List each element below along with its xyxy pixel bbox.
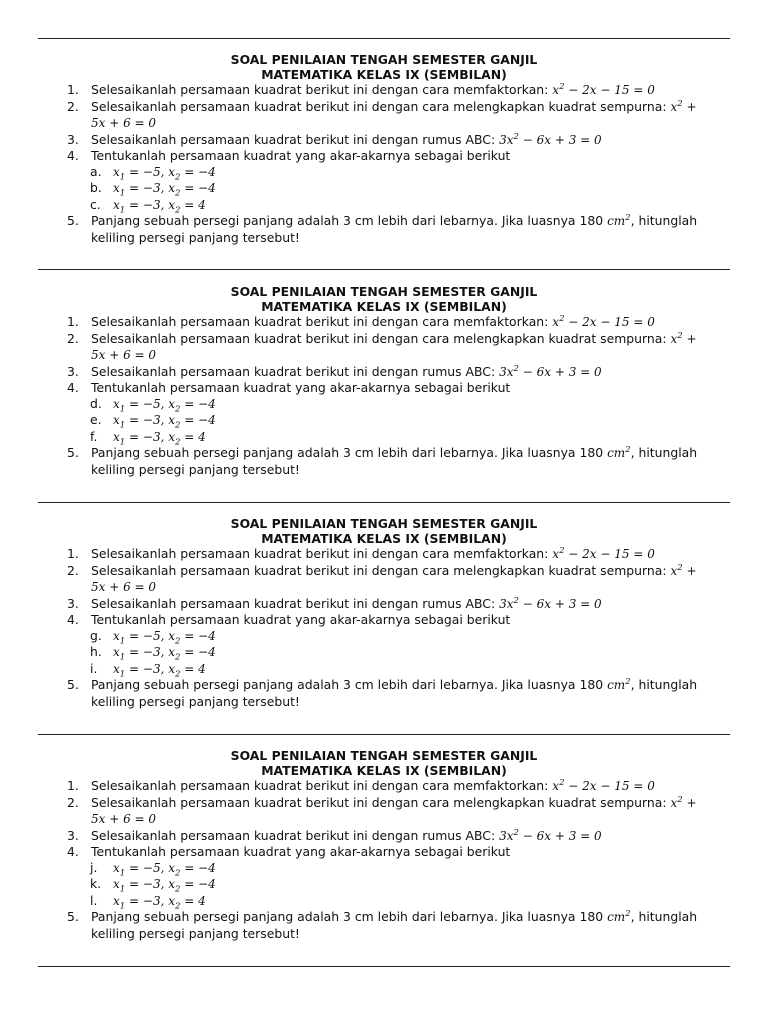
question-2	[38, 99, 730, 132]
exam-title: SOAL PENILAIAN TENGAH SEMESTER GANJIL	[230, 52, 538, 67]
equation-exponent: 2	[513, 131, 519, 142]
root-x1: −3	[142, 661, 161, 676]
question-text-after: , hitunglah	[630, 213, 698, 228]
equation	[552, 83, 655, 97]
exam-copy	[38, 748, 730, 941]
unit	[607, 446, 631, 460]
question-number: 1.	[67, 82, 79, 97]
equation-exponent: 2	[559, 314, 565, 324]
question-3	[38, 132, 730, 149]
question-number: 5.	[67, 445, 79, 460]
sub-item	[38, 412, 730, 429]
root-x2: 4	[198, 197, 206, 212]
roots-equation: $x_1 = -3$, $x_2 = 4$	[113, 197, 206, 215]
question-text: Selesaikanlah persamaan kuadrat berikut ini dengan cara melengkapkan kuadrat sempurna:	[91, 330, 667, 346]
question-3	[38, 364, 730, 381]
exam-subtitle: MATEMATIKA KELAS IX (SEMBILAN)	[261, 763, 507, 778]
question-number: 2.	[67, 330, 79, 346]
sub-item	[38, 628, 730, 645]
exam-copy	[38, 52, 730, 245]
root-x2: 4	[198, 429, 206, 444]
roots-equation: $x_1 = -5$, $x_2 = -4$	[113, 860, 216, 878]
equation	[499, 829, 602, 843]
sub-item	[38, 860, 730, 877]
question-text: Selesaikanlah persamaan kuadrat berikut ini dengan cara melengkapkan kuadrat sempurna:	[91, 794, 667, 810]
exam-subtitle: MATEMATIKA KELAS IX (SEMBILAN)	[261, 299, 507, 314]
equation-tail: +	[682, 331, 697, 346]
unit-exponent: 2	[625, 445, 631, 455]
root-x1: −5	[142, 396, 161, 411]
question-text: Selesaikanlah persamaan kuadrat berikut ini dengan rumus ABC:	[91, 595, 496, 611]
equation-rest: − 6x + 3 = 0	[518, 364, 602, 379]
equation-exponent: 2	[677, 330, 683, 341]
equation-var: x	[552, 547, 560, 561]
question-number: 2.	[67, 562, 79, 578]
root-x2: −4	[198, 628, 216, 643]
sub-item-letter: f.	[90, 428, 98, 444]
question-text-line2: keliling persegi panjang tersebut!	[91, 461, 300, 477]
question-1	[38, 82, 730, 99]
roots-equation: $x_1 = -3$, $x_2 = -4$	[113, 645, 216, 663]
unit	[607, 910, 631, 924]
sub-item-letter: c.	[90, 196, 101, 212]
sub-item-letter: e.	[90, 412, 102, 427]
question-text-line2: keliling persegi panjang tersebut!	[91, 925, 300, 941]
question-1	[38, 778, 730, 795]
question-1	[38, 546, 730, 563]
equation-line2: 5x + 6 = 0	[91, 812, 157, 826]
unit-exponent: 2	[625, 909, 631, 919]
question-text: Selesaikanlah persamaan kuadrat berikut ini dengan rumus ABC:	[91, 363, 496, 379]
equation-var: x	[670, 99, 678, 114]
unit-text: cm	[607, 446, 626, 460]
equation-line2: 5x + 6 = 0	[91, 580, 157, 594]
sub-item-letter: i.	[90, 660, 98, 676]
exam-title: SOAL PENILAIAN TENGAH SEMESTER GANJIL	[230, 748, 538, 763]
question-text: Tentukanlah persamaan kuadrat yang akar-akarnya sebagai berikut	[91, 380, 511, 395]
equation-exponent: 2	[559, 546, 565, 556]
question-number: 5.	[67, 677, 79, 692]
question-2	[38, 563, 730, 596]
equation	[670, 332, 696, 346]
question-number: 2.	[67, 794, 79, 810]
root-x2: −4	[198, 396, 216, 411]
question-text: Selesaikanlah persamaan kuadrat berikut ini dengan cara melengkapkan kuadrat sempurna:	[91, 562, 667, 578]
question-2	[38, 331, 730, 364]
unit	[607, 214, 631, 228]
sub-item-letter: k.	[90, 876, 102, 891]
question-4	[38, 844, 730, 860]
question-number: 3.	[67, 131, 79, 147]
question-text: Panjang sebuah persegi panjang adalah 3 cm lebih dari lebarnya. Jika luasnya 180	[91, 213, 608, 228]
question-5	[38, 445, 730, 477]
exam-subtitle: MATEMATIKA KELAS IX (SEMBILAN)	[261, 67, 507, 82]
question-text: Panjang sebuah persegi panjang adalah 3 cm lebih dari lebarnya. Jika luasnya 180	[91, 445, 608, 460]
sub-item	[38, 893, 730, 910]
sub-item-letter: g.	[90, 627, 102, 643]
equation-rest: − 2x − 15 = 0	[564, 779, 655, 793]
equation-rest: − 6x + 3 = 0	[518, 596, 602, 611]
question-text-after: , hitunglah	[630, 677, 698, 692]
unit-text: cm	[607, 678, 626, 692]
equation-rest: − 2x − 15 = 0	[564, 315, 655, 329]
equation-exponent: 2	[513, 595, 519, 606]
equation-exponent: 2	[677, 562, 683, 573]
root-x1: −5	[142, 860, 161, 875]
roots-equation: $x_1 = -5$, $x_2 = -4$	[113, 164, 216, 182]
question-text: Selesaikanlah persamaan kuadrat berikut ini dengan cara memfaktorkan:	[91, 546, 549, 561]
root-x2: −4	[198, 181, 216, 195]
equation-tail: +	[682, 795, 697, 810]
separator-rule	[38, 502, 730, 503]
equation-var: x	[552, 315, 560, 329]
exam-title: SOAL PENILAIAN TENGAH SEMESTER GANJIL	[230, 516, 538, 531]
equation-var: x	[670, 795, 678, 810]
roots-equation: $x_1 = -3$, $x_2 = 4$	[113, 429, 206, 447]
question-text: Tentukanlah persamaan kuadrat yang akar-akarnya sebagai berikut	[91, 148, 511, 163]
question-text-after: , hitunglah	[630, 445, 698, 460]
root-x2: −4	[198, 645, 216, 659]
equation-exponent: 2	[513, 827, 519, 838]
question-text: Panjang sebuah persegi panjang adalah 3 cm lebih dari lebarnya. Jika luasnya 180	[91, 909, 608, 924]
root-x1: −3	[142, 429, 161, 444]
exam-title: SOAL PENILAIAN TENGAH SEMESTER GANJIL	[230, 284, 538, 299]
roots-equation: $x_1 = -5$, $x_2 = -4$	[113, 628, 216, 646]
question-text: Panjang sebuah persegi panjang adalah 3 cm lebih dari lebarnya. Jika luasnya 180	[91, 677, 608, 692]
equation-exponent: 2	[513, 363, 519, 374]
question-number: 4.	[67, 380, 79, 395]
question-number: 1.	[67, 314, 79, 329]
sub-item	[38, 164, 730, 181]
question-number: 3.	[67, 595, 79, 611]
equation-line2: 5x + 6 = 0	[91, 116, 157, 130]
root-x1: −3	[142, 413, 161, 427]
roots-equation: $x_1 = -3$, $x_2 = -4$	[113, 413, 216, 431]
sub-item-letter: h.	[90, 644, 102, 659]
unit	[607, 678, 631, 692]
roots-equation: $x_1 = -3$, $x_2 = 4$	[113, 661, 206, 679]
equation-exponent: 2	[559, 778, 565, 788]
question-number: 5.	[67, 213, 79, 228]
equation-rest: − 2x − 15 = 0	[564, 547, 655, 561]
root-x1: −3	[142, 877, 161, 891]
question-number: 4.	[67, 844, 79, 859]
unit-text: cm	[607, 910, 626, 924]
root-x1: −5	[142, 164, 161, 179]
equation	[670, 100, 696, 114]
sub-item	[38, 876, 730, 893]
question-5	[38, 909, 730, 941]
sub-item-letter: b.	[90, 180, 102, 195]
equation-var: 3x	[499, 828, 514, 843]
question-2	[38, 795, 730, 828]
equation-tail: +	[682, 99, 697, 114]
question-number: 1.	[67, 546, 79, 561]
root-x2: −4	[198, 164, 216, 179]
separator-rule	[38, 269, 730, 270]
equation	[499, 365, 602, 379]
equation-var: x	[552, 779, 560, 793]
roots-equation: $x_1 = -3$, $x_2 = 4$	[113, 893, 206, 911]
roots-equation: $x_1 = -5$, $x_2 = -4$	[113, 396, 216, 414]
exam-copy	[38, 516, 730, 709]
question-number: 5.	[67, 909, 79, 924]
question-number: 1.	[67, 778, 79, 793]
unit-text: cm	[607, 214, 626, 228]
root-x2: −4	[198, 860, 216, 875]
unit-exponent: 2	[625, 213, 631, 223]
question-text: Selesaikanlah persamaan kuadrat berikut ini dengan rumus ABC:	[91, 827, 496, 843]
equation-exponent: 2	[677, 794, 683, 805]
separator-rule	[38, 966, 730, 967]
question-number: 3.	[67, 827, 79, 843]
separator-rule	[38, 734, 730, 735]
equation	[670, 796, 696, 810]
question-text-after: , hitunglah	[630, 909, 698, 924]
question-text-line2: keliling persegi panjang tersebut!	[91, 693, 300, 709]
equation-tail: +	[682, 563, 697, 578]
question-text: Selesaikanlah persamaan kuadrat berikut ini dengan rumus ABC:	[91, 131, 496, 147]
question-5	[38, 677, 730, 709]
equation-rest: − 6x + 3 = 0	[518, 828, 602, 843]
question-number: 4.	[67, 612, 79, 627]
question-number: 2.	[67, 98, 79, 114]
question-text: Tentukanlah persamaan kuadrat yang akar-akarnya sebagai berikut	[91, 612, 511, 627]
question-text: Selesaikanlah persamaan kuadrat berikut ini dengan cara memfaktorkan:	[91, 778, 549, 793]
question-3	[38, 596, 730, 613]
sub-item	[38, 661, 730, 678]
equation	[499, 597, 602, 611]
equation-var: 3x	[499, 364, 514, 379]
root-x2: −4	[198, 413, 216, 427]
equation	[552, 779, 655, 793]
sub-item	[38, 180, 730, 197]
equation-var: x	[670, 331, 678, 346]
equation	[552, 315, 655, 329]
root-x1: −3	[142, 893, 161, 908]
equation-exponent: 2	[677, 98, 683, 109]
sub-item	[38, 197, 730, 214]
question-text-line2: keliling persegi panjang tersebut!	[91, 229, 300, 245]
question-4	[38, 612, 730, 628]
sub-item-letter: l.	[90, 892, 98, 908]
question-text: Tentukanlah persamaan kuadrat yang akar-akarnya sebagai berikut	[91, 844, 511, 859]
root-x2: 4	[198, 661, 206, 676]
question-1	[38, 314, 730, 331]
roots-equation: $x_1 = -3$, $x_2 = -4$	[113, 877, 216, 895]
exam-copy	[38, 284, 730, 477]
root-x2: 4	[198, 893, 206, 908]
root-x1: −5	[142, 628, 161, 643]
question-text: Selesaikanlah persamaan kuadrat berikut ini dengan cara melengkapkan kuadrat sempurna:	[91, 98, 667, 114]
question-text: Selesaikanlah persamaan kuadrat berikut ini dengan cara memfaktorkan:	[91, 82, 549, 97]
equation-var: x	[670, 563, 678, 578]
equation-rest: − 2x − 15 = 0	[564, 83, 655, 97]
question-3	[38, 828, 730, 845]
equation-var: 3x	[499, 596, 514, 611]
root-x2: −4	[198, 877, 216, 891]
question-text: Selesaikanlah persamaan kuadrat berikut ini dengan cara memfaktorkan:	[91, 314, 549, 329]
equation-var: 3x	[499, 132, 514, 147]
root-x1: −3	[142, 181, 161, 195]
exam-subtitle: MATEMATIKA KELAS IX (SEMBILAN)	[261, 531, 507, 546]
equation-exponent: 2	[559, 82, 565, 92]
equation	[670, 564, 696, 578]
equation	[552, 547, 655, 561]
unit-exponent: 2	[625, 677, 631, 687]
sub-item	[38, 429, 730, 446]
sub-item	[38, 396, 730, 413]
question-4	[38, 380, 730, 396]
roots-equation: $x_1 = -3$, $x_2 = -4$	[113, 181, 216, 199]
sub-item-letter: a.	[90, 163, 102, 179]
question-4	[38, 148, 730, 164]
sub-item	[38, 644, 730, 661]
sub-item-letter: j.	[90, 859, 98, 875]
question-5	[38, 213, 730, 245]
equation	[499, 133, 602, 147]
equation-line2: 5x + 6 = 0	[91, 348, 157, 362]
equation-var: x	[552, 83, 560, 97]
root-x1: −3	[142, 645, 161, 659]
sub-item-letter: d.	[90, 395, 102, 411]
question-number: 3.	[67, 363, 79, 379]
equation-rest: − 6x + 3 = 0	[518, 132, 602, 147]
root-x1: −3	[142, 197, 161, 212]
question-number: 4.	[67, 148, 79, 163]
separator-rule	[38, 38, 730, 39]
